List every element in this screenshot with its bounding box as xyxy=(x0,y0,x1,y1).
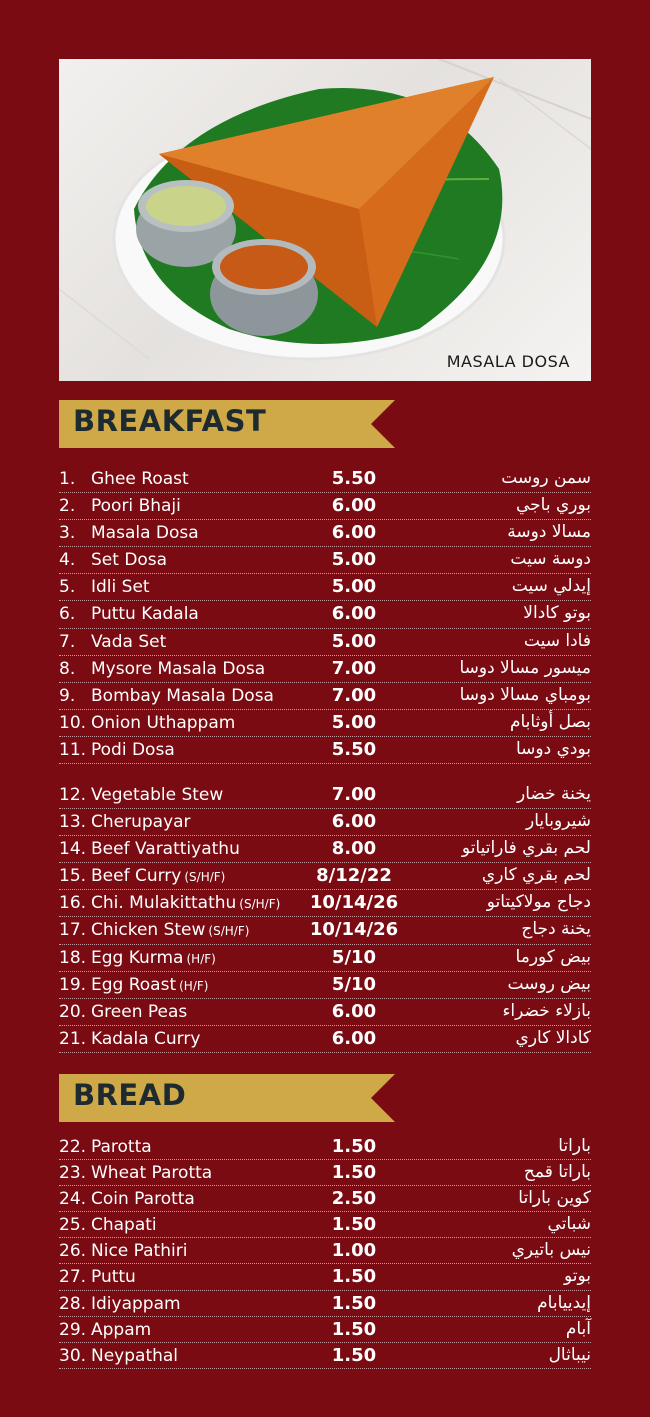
item-number: 24. xyxy=(59,1189,87,1210)
bread-banner xyxy=(59,1074,395,1122)
item-name-text: Puttu Kadala xyxy=(91,604,199,625)
item-name-arabic: بوتو كادالا xyxy=(523,603,591,624)
item-price: 5.00 xyxy=(331,711,377,733)
item-name xyxy=(91,1320,151,1340)
item-name-arabic: بيض كورما xyxy=(515,946,591,967)
item-number: 19. xyxy=(59,974,87,995)
item-name xyxy=(91,604,199,624)
menu-item-row xyxy=(59,972,591,999)
menu-item-row xyxy=(59,782,591,809)
item-number: 29. xyxy=(59,1319,87,1340)
item-price: 6.00 xyxy=(331,1027,377,1049)
item-number: 23. xyxy=(59,1163,87,1184)
item-price: 6.00 xyxy=(331,495,377,517)
menu-item-row xyxy=(59,574,591,601)
item-name-arabic: دجاج مولاكيتاتو xyxy=(486,892,591,913)
item-price: 5.50 xyxy=(331,738,377,760)
item-number: 8. xyxy=(59,658,76,679)
menu-item-row xyxy=(59,547,591,574)
item-name-arabic: نيس باتيري xyxy=(511,1240,591,1261)
item-name xyxy=(91,523,199,543)
item-price: 5/10 xyxy=(331,973,377,995)
item-price: 10/14/26 xyxy=(309,892,399,914)
menu-item-row xyxy=(59,1291,591,1317)
item-number: 11. xyxy=(59,739,87,760)
item-number: 2. xyxy=(59,496,76,517)
item-name-text: Puttu xyxy=(91,1267,136,1288)
item-price: 1.50 xyxy=(331,1136,377,1157)
item-name xyxy=(91,812,191,832)
item-name-arabic: ميسور مسالا دوسا xyxy=(459,657,591,678)
menu-item-row xyxy=(59,917,591,944)
menu-item-row xyxy=(59,683,591,710)
item-name-text: Parotta xyxy=(91,1137,152,1157)
item-name-arabic: بوري باجي xyxy=(515,495,591,516)
item-number: 1. xyxy=(59,469,76,489)
item-name xyxy=(91,469,189,489)
menu-item-row xyxy=(59,1186,591,1212)
dosa-illustration xyxy=(59,59,591,381)
item-name-text: Chapati xyxy=(91,1215,157,1236)
item-name xyxy=(91,577,150,597)
item-number: 20. xyxy=(59,1001,87,1022)
item-name xyxy=(91,686,274,706)
item-name xyxy=(91,713,235,733)
item-name-arabic: سمن روست xyxy=(501,468,591,488)
item-name-text: Beef Varattiyathu xyxy=(91,839,240,860)
item-name-text: Chicken Stew xyxy=(91,920,206,941)
photo-caption: MASALA DOSA xyxy=(446,352,570,371)
item-name-text: Podi Dosa xyxy=(91,739,175,760)
menu-item-row xyxy=(59,601,591,628)
item-number: 7. xyxy=(59,631,76,652)
item-name-text: Vegetable Stew xyxy=(91,785,224,805)
section-title-breakfast: BREAKFAST xyxy=(73,404,267,438)
item-name-text: Wheat Parotta xyxy=(91,1163,213,1184)
item-price: 5/10 xyxy=(331,946,377,968)
item-name-text: Green Peas xyxy=(91,1001,188,1022)
item-price: 7.00 xyxy=(331,784,377,805)
menu-item-row xyxy=(59,836,591,863)
item-price: 8/12/22 xyxy=(316,865,392,887)
breakfast-list-1 xyxy=(59,466,591,764)
item-number: 4. xyxy=(59,550,76,571)
item-name-text: Chi. Mulakittathu xyxy=(91,893,237,914)
menu-item-row xyxy=(59,1134,591,1160)
item-name xyxy=(91,1137,152,1157)
item-name-arabic: كادالا كاري xyxy=(515,1027,591,1048)
item-number: 13. xyxy=(59,812,87,833)
item-name-text: Masala Dosa xyxy=(91,523,199,544)
menu-item-row xyxy=(59,1026,591,1053)
item-name-arabic: يخنة دجاج xyxy=(521,919,591,940)
item-name-arabic: بوتو xyxy=(563,1266,591,1287)
item-name-arabic: إيدلي سيت xyxy=(511,576,591,597)
menu-item-row xyxy=(59,1160,591,1186)
item-name-arabic: مسالا دوسة xyxy=(507,522,591,543)
item-number: 3. xyxy=(59,523,76,544)
item-number: 10. xyxy=(59,712,87,733)
item-name-arabic: إيدييابام xyxy=(537,1292,591,1313)
item-name-arabic: بودي دوسا xyxy=(516,738,591,759)
menu-item-row xyxy=(59,1212,591,1238)
item-name xyxy=(91,920,249,940)
item-name xyxy=(91,1346,178,1366)
item-portion-note: (H/F) xyxy=(186,951,216,966)
item-number: 17. xyxy=(59,920,87,941)
item-name-arabic: شباتي xyxy=(547,1214,591,1235)
breakfast-list-2 xyxy=(59,782,591,1053)
item-name-text: Poori Bhaji xyxy=(91,496,181,517)
section-title-bread: BREAD xyxy=(73,1078,187,1112)
item-price: 5.50 xyxy=(331,468,377,489)
item-name-text: Appam xyxy=(91,1319,152,1340)
item-name-text: Set Dosa xyxy=(91,550,168,571)
item-name-text: Coin Parotta xyxy=(91,1189,195,1210)
item-name xyxy=(91,1002,187,1022)
item-name-arabic: يخنة خضار xyxy=(517,784,591,804)
item-name-text: Idli Set xyxy=(91,577,150,598)
item-name-arabic: نيباثال xyxy=(548,1344,591,1365)
item-name xyxy=(91,496,181,516)
item-name-text: Vada Set xyxy=(91,631,167,652)
menu-item-row xyxy=(59,737,591,764)
menu-item-row xyxy=(59,999,591,1026)
menu-item-row xyxy=(59,863,591,890)
menu-item-row xyxy=(59,1317,591,1343)
item-name-arabic: كوين باراتا xyxy=(518,1188,591,1209)
menu-item-row xyxy=(59,466,591,493)
item-portion-note: (H/F) xyxy=(179,978,209,993)
menu-item-row xyxy=(59,1264,591,1290)
item-price: 1.00 xyxy=(331,1240,377,1262)
item-name xyxy=(91,1029,200,1049)
item-name xyxy=(91,550,167,570)
item-number: 27. xyxy=(59,1267,87,1288)
item-price: 1.50 xyxy=(331,1214,377,1236)
item-name-text: Egg Roast xyxy=(91,974,177,995)
item-name-text: Onion Uthappam xyxy=(91,712,236,733)
item-portion-note: (S/H/F) xyxy=(239,897,281,912)
item-name-text: Neypathal xyxy=(91,1345,179,1366)
item-name xyxy=(91,975,208,995)
item-price: 5.00 xyxy=(331,630,377,652)
item-name-text: Beef Curry xyxy=(91,866,182,887)
item-name-arabic: لحم بقري فاراتياتو xyxy=(461,838,591,859)
menu-item-row xyxy=(59,656,591,683)
item-name xyxy=(91,1215,157,1235)
item-number: 16. xyxy=(59,893,87,914)
item-name-arabic: بصل أوثابام xyxy=(509,711,591,732)
item-name xyxy=(91,785,223,805)
item-name-text: Egg Kurma xyxy=(91,947,184,968)
item-name-arabic: بومباي مسالا دوسا xyxy=(459,684,591,705)
item-name-arabic: شيروبايار xyxy=(526,811,591,832)
item-price: 6.00 xyxy=(331,811,377,833)
item-name xyxy=(91,1267,136,1287)
item-number: 12. xyxy=(59,785,87,805)
item-number: 14. xyxy=(59,839,87,860)
item-price: 5.00 xyxy=(331,549,377,571)
item-name-arabic: باراتا xyxy=(558,1136,591,1156)
item-number: 18. xyxy=(59,947,87,968)
item-name-arabic: دوسة سيت xyxy=(510,549,591,570)
item-name-arabic: بازلاء خضراء xyxy=(502,1000,591,1021)
item-number: 25. xyxy=(59,1215,87,1236)
item-price: 8.00 xyxy=(331,838,377,860)
item-portion-note: (S/H/F) xyxy=(184,870,226,885)
menu-item-row xyxy=(59,1238,591,1264)
item-name-arabic: فادا سيت xyxy=(523,630,591,651)
item-name xyxy=(91,740,175,760)
item-name xyxy=(91,1241,187,1261)
item-price: 1.50 xyxy=(331,1266,377,1288)
item-name xyxy=(91,632,166,652)
item-name xyxy=(91,893,280,913)
item-number: 28. xyxy=(59,1293,87,1314)
item-number: 15. xyxy=(59,866,87,887)
menu-item-row xyxy=(59,710,591,737)
item-name-text: Bombay Masala Dosa xyxy=(91,685,274,706)
item-name xyxy=(91,1189,195,1209)
item-name-text: Mysore Masala Dosa xyxy=(91,658,266,679)
menu-item-row xyxy=(59,520,591,547)
item-name-arabic: بيض روست xyxy=(507,973,591,994)
item-price: 6.00 xyxy=(331,603,377,625)
item-price: 1.50 xyxy=(331,1344,377,1366)
item-portion-note: (S/H/F) xyxy=(208,924,250,939)
item-number: 5. xyxy=(59,577,76,598)
menu-item-row xyxy=(59,1343,591,1369)
item-name-arabic: لحم بقري كاري xyxy=(481,865,591,886)
item-number: 6. xyxy=(59,604,76,625)
item-price: 2.50 xyxy=(331,1188,377,1210)
item-price: 1.50 xyxy=(331,1292,377,1314)
menu-item-row xyxy=(59,493,591,520)
item-price: 10/14/26 xyxy=(309,919,399,941)
item-price: 1.50 xyxy=(331,1162,377,1184)
item-price: 6.00 xyxy=(331,1000,377,1022)
menu-item-row xyxy=(59,809,591,836)
menu-item-row xyxy=(59,890,591,917)
item-name xyxy=(91,1294,181,1314)
item-number: 9. xyxy=(59,685,76,706)
item-price: 7.00 xyxy=(331,684,377,706)
item-price: 1.50 xyxy=(331,1318,377,1340)
item-number: 21. xyxy=(59,1028,87,1049)
item-price: 5.00 xyxy=(331,576,377,598)
masala-dosa-photo xyxy=(59,59,591,381)
menu-item-row xyxy=(59,629,591,656)
item-name xyxy=(91,659,265,679)
item-name xyxy=(91,839,240,859)
item-number: 22. xyxy=(59,1137,87,1157)
item-name-arabic: آبام xyxy=(565,1318,591,1339)
item-name xyxy=(91,866,225,886)
item-number: 30. xyxy=(59,1345,87,1366)
breakfast-banner xyxy=(59,400,395,448)
item-name xyxy=(91,948,216,968)
item-name-text: Ghee Roast xyxy=(91,469,189,489)
item-name-text: Idiyappam xyxy=(91,1293,181,1314)
item-number: 26. xyxy=(59,1241,87,1262)
item-price: 7.00 xyxy=(331,657,377,679)
item-name-text: Cherupayar xyxy=(91,812,191,833)
item-name-arabic: باراتا قمح xyxy=(523,1162,591,1183)
item-name-text: Nice Pathiri xyxy=(91,1241,188,1262)
item-name-text: Kadala Curry xyxy=(91,1028,201,1049)
bread-list xyxy=(59,1134,591,1369)
item-price: 6.00 xyxy=(331,522,377,544)
menu-item-row xyxy=(59,945,591,972)
item-name xyxy=(91,1163,212,1183)
